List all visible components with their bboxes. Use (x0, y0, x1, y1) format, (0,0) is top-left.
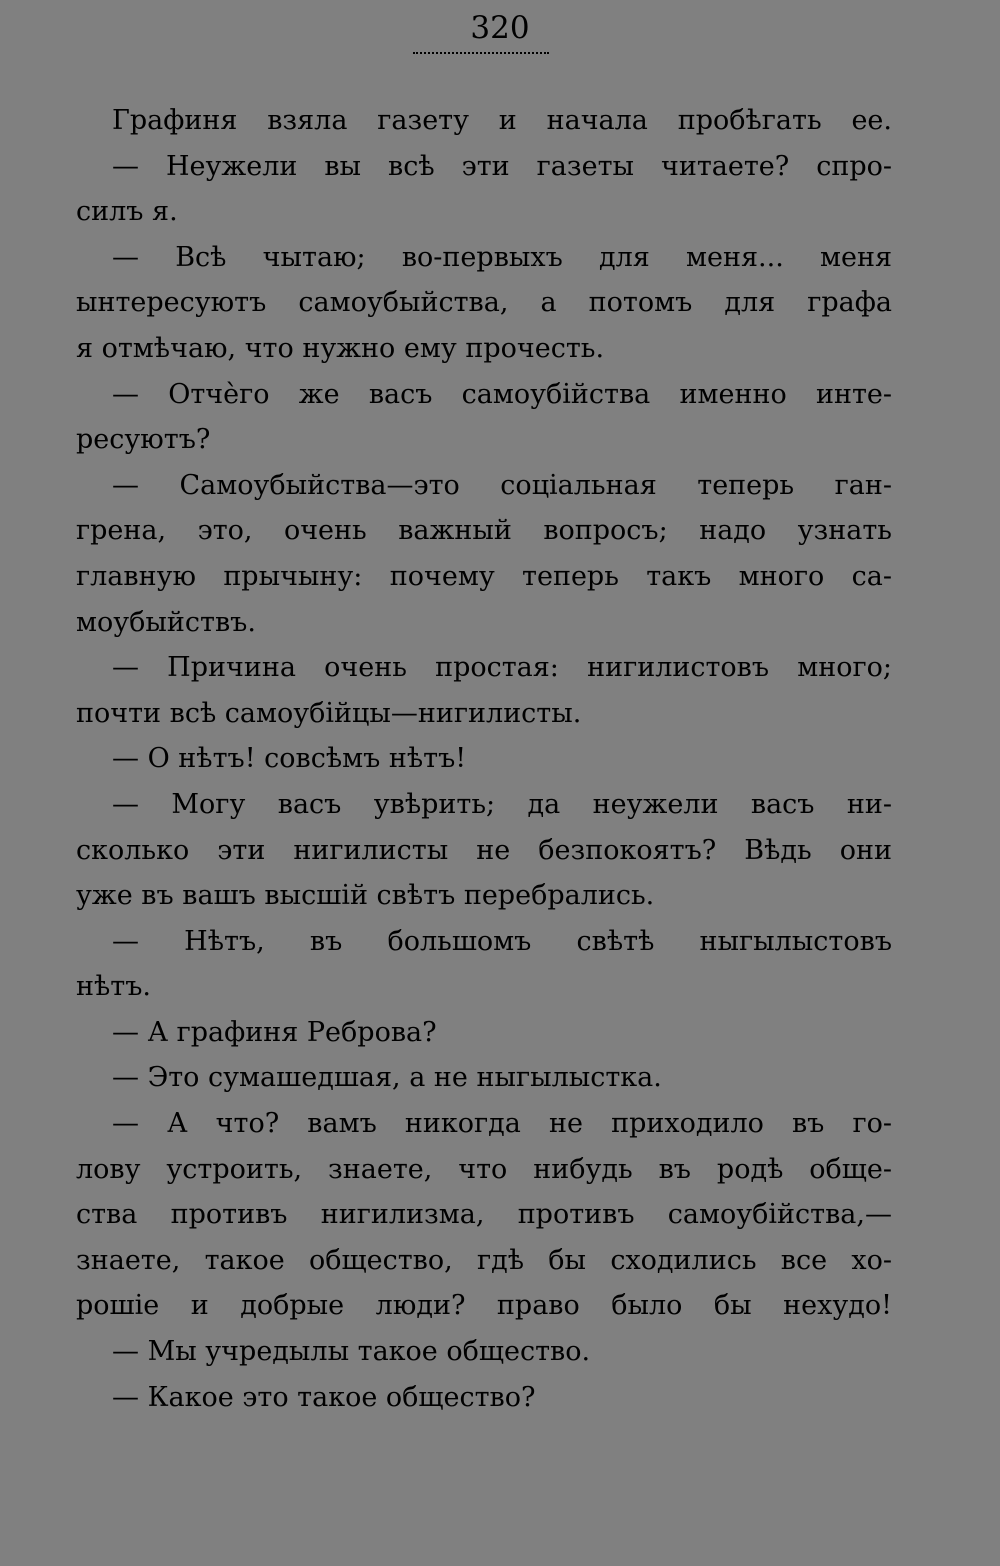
page-number-rule (413, 52, 549, 54)
text-line: моубыйствъ. (76, 606, 256, 638)
text-line: Графиня взяла газету и начала пробѣгать ее. (112, 105, 892, 136)
text-line: ынтересуютъ самоубыйства, а потомъ для графа (76, 287, 892, 319)
text-line: сколько эти нигилисты не безпокоятъ? Вѣдь они (76, 834, 892, 866)
body-text (76, 98, 892, 1420)
text-line: ства противъ нигилизма, противъ самоубійства,— (76, 1199, 892, 1231)
text-line: силъ я. (76, 196, 178, 228)
text-line: — А графиня Реброва? (112, 1016, 437, 1048)
text-line: — Всѣ чытаю; во-первыхъ для меня... меня (112, 241, 892, 273)
text-line: уже въ вашъ высшій свѣтъ перебрались. (76, 880, 655, 912)
text-line: почти всѣ самоубійцы—нигилисты. (76, 697, 582, 729)
text-line: главную прычыну: почему теперь такъ много са- (76, 560, 892, 592)
text-line: — Нѣтъ, въ большомъ свѣтѣ ныгылыстовъ (112, 925, 892, 957)
text-line: — О нѣтъ! совсѣмъ нѣтъ! (112, 743, 467, 775)
text-line: — Какое это такое общество? (112, 1381, 536, 1413)
text-line: — Отчѐго же васъ самоубійства именно инте- (112, 378, 892, 410)
text-line: — Самоубыйства—это соціальная теперь ган- (112, 469, 892, 501)
text-line: я отмѣчаю, что нужно ему прочесть. (76, 332, 605, 364)
text-line: — Неужели вы всѣ эти газеты читаете? спро- (112, 150, 892, 182)
text-line: грена, это, очень важный вопросъ; надо узнать (76, 515, 892, 547)
text-line: ресуютъ? (76, 424, 211, 456)
text-line: лову устроить, знаете, что нибудь въ родѣ обще- (76, 1153, 892, 1185)
text-line: — Мы учредылы такое общество. (112, 1336, 591, 1368)
text-line: рошіе и добрые люди? право было бы нехудо! (76, 1290, 892, 1322)
text-line: знаете, такое общество, гдѣ бы сходились все хо- (76, 1244, 892, 1276)
text-line: — Это сумашедшая, а не ныгылыстка. (112, 1062, 662, 1094)
text-line: — Могу васъ увѣрить; да неужели васъ ни- (112, 788, 892, 820)
text-line: — А что? вамъ никогда не приходило въ го- (112, 1108, 892, 1140)
text-line: — Причина очень простая: нигилистовъ много; (112, 652, 892, 684)
text-line: нѣтъ. (76, 971, 151, 1003)
page-number-text: 320 (470, 10, 530, 46)
page-number (0, 8, 1000, 48)
